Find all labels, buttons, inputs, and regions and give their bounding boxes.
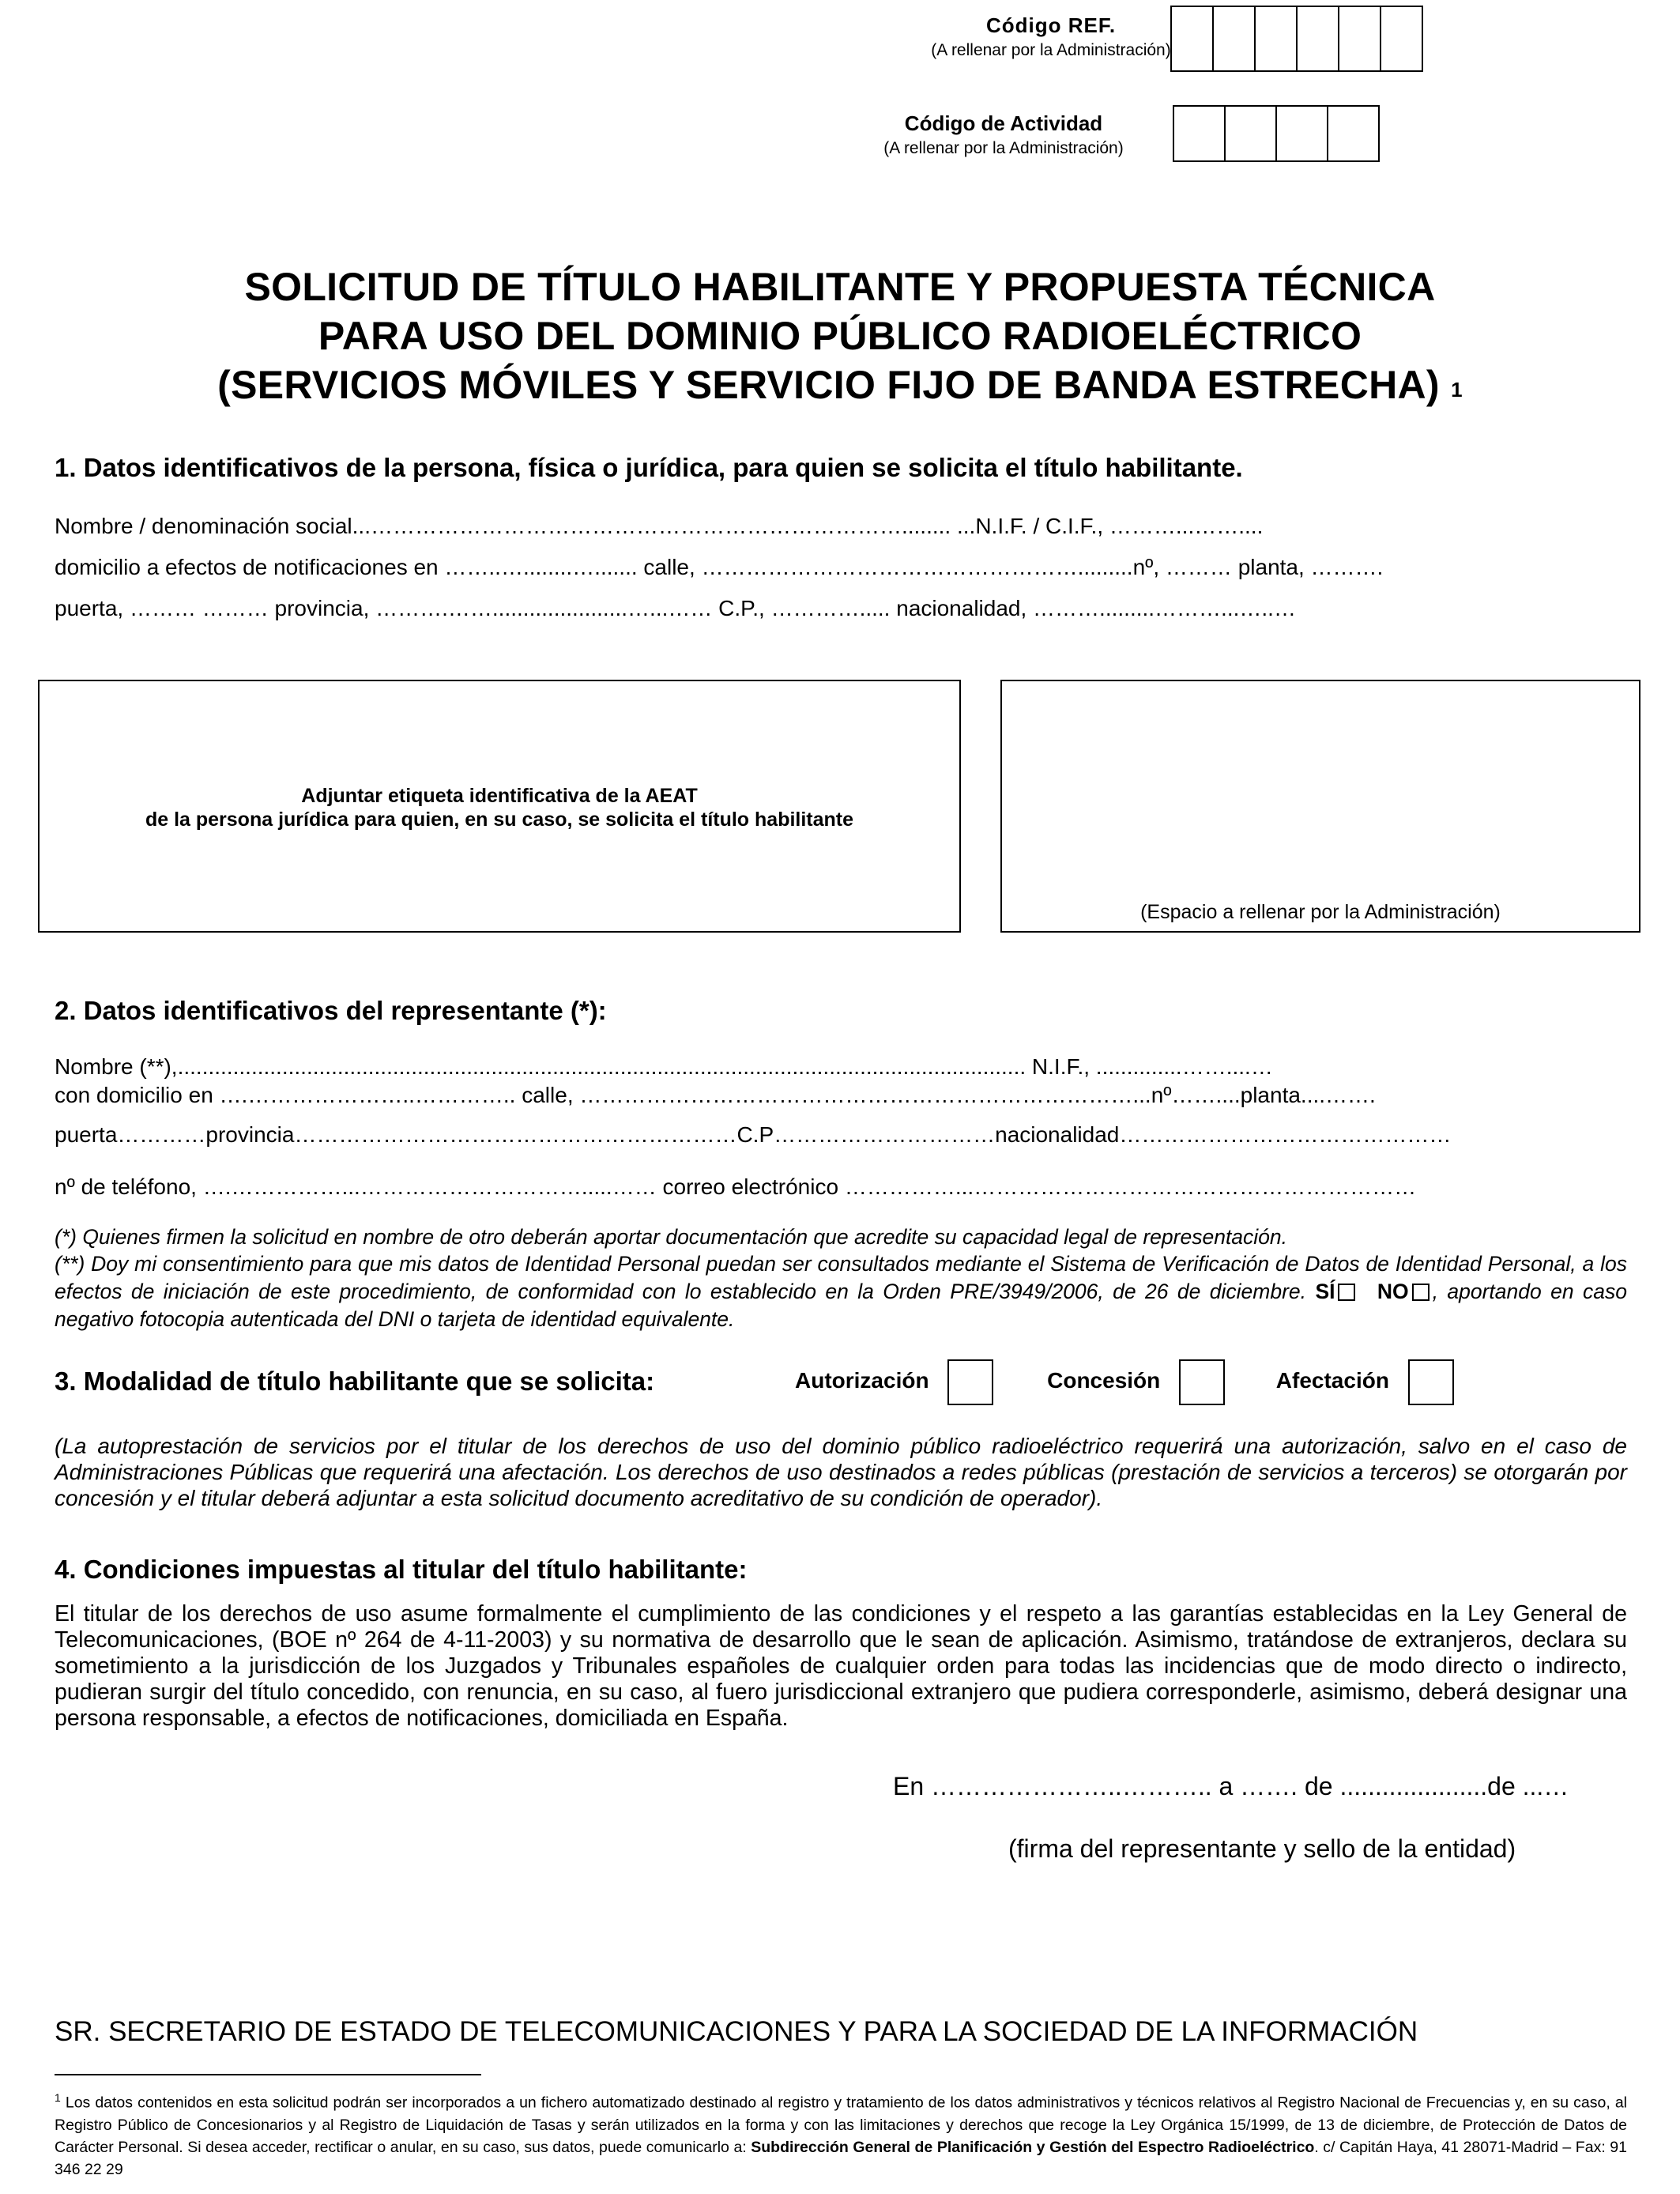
addressee: SR. SECRETARIO DE ESTADO DE TELECOMUNICACIONES Y PARA LA SOCIEDAD DE LA INFORMACIÓN: [55, 2016, 1418, 2047]
footnote-end-text: . c/ Capitán Haya, 41 28071-Madrid – Fax: 91 346 22 29: [55, 2138, 1627, 2178]
codigo-ref-sublabel: (A rellenar por la Administración): [931, 41, 1171, 59]
section4-heading: 4. Condiciones impuestas al titular del título habilitante:: [55, 1555, 748, 1584]
codigo-actividad-label: Código de Actividad: [904, 111, 1103, 135]
codigo-ref-label: Código REF.: [985, 13, 1117, 37]
section1-address-line[interactable]: domicilio a efectos de notificaciones en ……..…........…....... calle, …………………………………………….........nº, ……… planta, ……….: [55, 555, 1384, 579]
option-concesion-checkbox[interactable]: [1179, 1359, 1225, 1405]
option-afectacion-checkbox[interactable]: [1408, 1359, 1454, 1405]
document-title: [119, 262, 1561, 409]
title-line-3-text: (SERVICIOS MÓVILES Y SERVICIO FIJO DE BANDA ESTRECHA): [217, 363, 1440, 407]
title-line-3: [119, 360, 1561, 409]
section3-note: (La autoprestación de servicios por el titular de los derechos de uso del dominio público radioeléctrico requerirá una autorización, salvo en el caso de Administraciones Públicas que requerirá una afectación. Los derechos de uso destinados a redes públicas (prestación de servicios a terceros) se otorgarán por concesión y el titular deberá adjuntar a esta solicitud documento acreditativo de su condición de operador).: [55, 1434, 1627, 1510]
title-line-1: SOLICITUD DE TÍTULO HABILITANTE Y PROPUESTA TÉCNICA: [244, 265, 1436, 309]
consent-si-label: SÍ: [1315, 1280, 1335, 1303]
section2-note-representation: (*) Quienes firmen la solicitud en nombre de otro deberán aportar documentación que acredite su capacidad legal de representación.: [55, 1225, 1288, 1249]
consent-no-checkbox[interactable]: [1412, 1284, 1430, 1301]
codigo-ref-boxes[interactable]: [1170, 6, 1423, 72]
consent-no-label: NO: [1377, 1280, 1409, 1303]
option-autorizacion-checkbox[interactable]: [947, 1359, 993, 1405]
section2-heading: 2. Datos identificativos del representante (*):: [55, 996, 607, 1025]
consent-text: (**) Doy mi consentimiento para que mis datos de Identidad Personal puedan ser consultados mediante el Sistema de Verificación de Datos de Identidad Personal, a los efectos de iniciación de este procedimiento, de conformidad con lo establecido en la Orden PRE/3949/2006, de 26 de diciembre.: [55, 1252, 1627, 1303]
codigo-actividad-boxes[interactable]: [1173, 105, 1380, 162]
footnote-mark: 1: [55, 2091, 61, 2104]
section3-heading: 3. Modalidad de título habilitante que se solicita:: [55, 1367, 655, 1396]
aeat-label-line-2: de la persona jurídica para quien, en su caso, se solicita el título habilitante: [145, 809, 854, 831]
option-concesion-label: Concesión: [1047, 1368, 1161, 1393]
admin-space-label: (Espacio a rellenar por la Administración): [1140, 901, 1501, 923]
aeat-label-line-1: Adjuntar etiqueta identificativa de la AEAT: [301, 785, 698, 807]
codigo-actividad-sublabel: (A rellenar por la Administración): [883, 139, 1124, 157]
section2-address-line[interactable]: con domicilio en ….…………………..………….. calle, …………………………………………………………………...nº……....planta....…….: [55, 1083, 1376, 1107]
section2-location-line[interactable]: puerta…………provincia……………………………………………………C.P…………………………nacionalidad………………………………………: [55, 1122, 1452, 1147]
admin-space-box: [1000, 680, 1640, 933]
option-afectacion-label: Afectación: [1275, 1368, 1389, 1393]
title-footnote-mark: 1: [1451, 378, 1463, 401]
footnote-text: Los datos contenidos en esta solicitud podrán ser incorporados a un fichero automatizado destinado al registro y tratamiento de los datos administrativos y técnicos relativos al Registro Nacional de Frecuencias y, en su caso, al Registro Público de Concesionarios y al Registro de Liquidación de Tasas y serán utilizados en la forma y con las limitaciones y derechos que recoge la Ley Orgánica 15/1999, de 13 de diciembre, de Protección de Datos de Carácter Personal. Si desea acceder, rectificar o anular, en su caso, sus datos, puede comunicarlo a:: [55, 2094, 1627, 2156]
section2-contact-line[interactable]: nº de teléfono, ….……………...………………………….....…… correo electrónico ……………...……………………………………………………: [55, 1174, 1417, 1199]
section2-name-line[interactable]: Nombre (**),.......................................................................................................................................... N.I.F., ..............……....…: [55, 1054, 1273, 1079]
aeat-label-box[interactable]: [38, 680, 961, 933]
footnote: [55, 2087, 1627, 2181]
section1-location-line[interactable]: puerta, ……… ……… provincia, ……….……......................…...…… C.P., …………..... nacionalidad, ……….........………...…..…: [55, 596, 1296, 620]
modality-options: [795, 1358, 1454, 1405]
section1-name-line[interactable]: Nombre / denominación social...………………………………………………………………........ ...N.I.F. / C.I.F., ………...……....: [55, 514, 1264, 538]
signature-caption: (firma del representante y sello de la entidad): [1008, 1834, 1516, 1863]
option-autorizacion-label: Autorización: [795, 1368, 929, 1393]
consent-end-text: , aportando en caso negativo fotocopia autenticada del DNI o tarjeta de identidad equivalente.: [55, 1280, 1627, 1331]
section2-note-consent: [55, 1250, 1627, 1333]
footnote-divider: [55, 2074, 481, 2075]
consent-si-checkbox[interactable]: [1338, 1284, 1355, 1301]
section1-heading: 1. Datos identificativos de la persona, física o jurídica, para quien se solicita el título habilitante.: [55, 453, 1243, 482]
footnote-bold-text: Subdirección General de Planificación y Gestión del Espectro Radioeléctrico: [751, 2138, 1315, 2156]
signature-place-date[interactable]: En …………………..……….. a ……. de .....................de ...…: [893, 1772, 1569, 1800]
section4-body: El titular de los derechos de uso asume formalmente el cumplimiento de las condiciones y el respeto a las garantías establecidas en la Ley General de Telecomunicaciones, (BOE nº 264 de 4-11-2003) y su normativa de desarrollo que le sean de aplicación. Asimismo, tratándose de extranjeros, declara su sometimiento a la jurisdicción de los Juzgados y Tribunales españoles de cualquier orden para todas las incidencias que de modo directo o indirecto, pudieran surgir del título concedido, con renuncia, en su caso, al fuero jurisdiccional extranjero que pudiera corresponderle, asimismo, deberá designar una persona responsable, a efectos de notificaciones, domiciliada en España.: [55, 1601, 1627, 1731]
title-line-2: PARA USO DEL DOMINIO PÚBLICO RADIOELÉCTRICO: [318, 314, 1362, 358]
